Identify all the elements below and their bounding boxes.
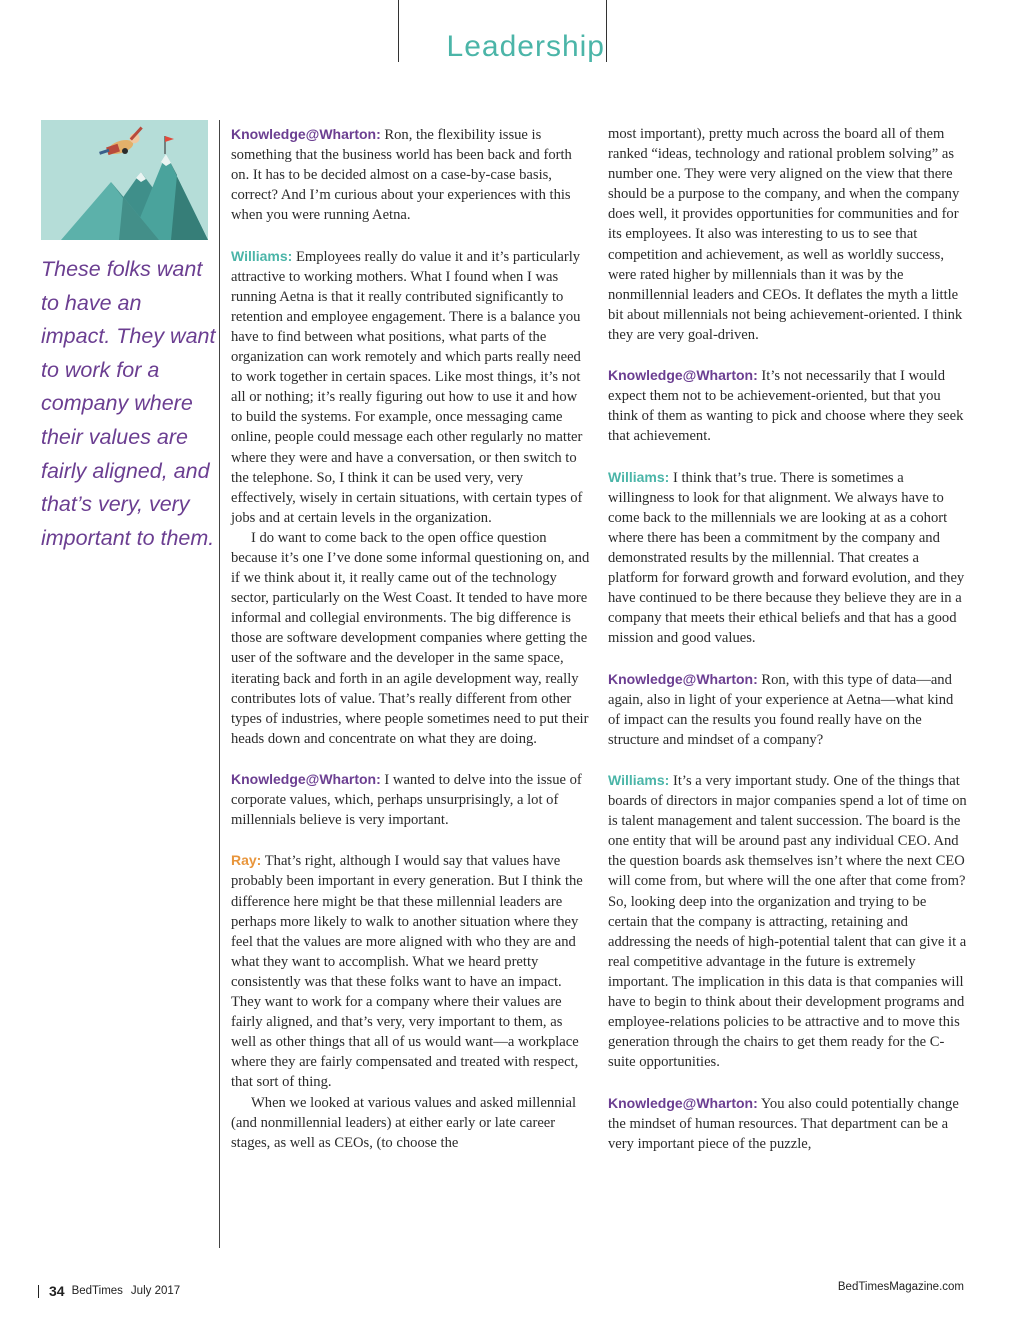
paragraph-text: It’s a very important study. One of the things that boards of directors in major companies spend a lot of time on is talent management and talent succession. The board is the one entity that will be around past any individual CEO. And the question boards ask themselves isn’t where the next CEO will come from, but where will the one after that come from? So, looking deep into the organization and trying to be certain that the company is attracting, retaining and addressing the needs of high-potential talent that can give it a real competitive advantage in the future is extremely important. The implication in this data is that companies will have to begin to think about their development programs and employee-relations policies to be attractive and to move this generation through the chairs to get them ready for the C-suite opportunities.	[608, 773, 967, 1071]
paragraph	[231, 850, 591, 1092]
paragraph-text: When we looked at various values and asked millennial (and nonmillennial leaders) at either early or late career stages, as well as CEOs, (to choose the	[231, 1094, 577, 1151]
pull-quote: These folks want to have an impact. They want to work for a company where their values are fairly aligned, and that’s very, very important to them.	[41, 257, 216, 550]
paragraph	[231, 769, 591, 830]
paragraph	[608, 124, 968, 345]
speaker-label: Knowledge@Wharton:	[608, 670, 758, 687]
paragraph	[231, 1093, 591, 1153]
paragraph	[231, 124, 591, 225]
paragraph	[608, 669, 968, 750]
paragraph	[231, 528, 591, 749]
footer-website: BedTimesMagazine.com	[837, 1281, 964, 1293]
page-number: 34	[49, 1283, 65, 1299]
article-column-2	[608, 124, 968, 1154]
paragraph	[608, 365, 968, 446]
header-rule-right	[606, 0, 607, 62]
paragraph-text: You also could potentially change the mindset of human resources. That department can be a very important piece of the puzzle,	[608, 1095, 959, 1152]
magazine-name: BedTimes	[71, 1285, 123, 1297]
issue-date: July 2017	[130, 1285, 181, 1297]
paragraph-text: It’s not necessarily that I would expect them not to be achievement-oriented, but that you think of them as wanting to pick and choose where they seek that achievement.	[608, 368, 964, 445]
article-column-1	[231, 124, 591, 1153]
speaker-label: Knowledge@Wharton:	[231, 771, 381, 787]
paragraph-text: Ron, the flexibility issue is something that the business world has been back and forth on. It has to be decided almost on a case-by-case basis, correct? And I’m curious about your experiences with this when you were running Aetna.	[231, 127, 572, 224]
paragraph	[608, 467, 968, 649]
paragraph	[231, 246, 591, 528]
paragraph-text: I think that’s true. There is sometimes a willingness to look for that alignment. We always have to come back to the millennials we are looking at as a cohort where there has been a commitment by the company and demonstrated results by the millennial. That creates a platform for forward growth and forward evolution, and they have continued to be there because they believe they are in a company that meets their ethical beliefs and that has a good mission and good values.	[608, 469, 965, 647]
paragraph-text: I do want to come back to the open office question because it’s one I’ve done some informal questioning on, and if we think about it, it really came out of the technology sector, particularly on the West Coast. It tended to have more informal and collegial environments. The big difference is those are software development companies where getting the user of the software and the developer in the same space, iterating back and forth in an agile development way, really contributes lots of value. That’s really different from other types of industries, where people sometimes need to put their heads down and concentrate on what they are doing.	[231, 529, 590, 747]
speaker-label: Knowledge@Wharton:	[608, 367, 758, 384]
footer-left	[38, 1283, 180, 1299]
illustration-mountain-climber-icon	[41, 120, 208, 240]
speaker-label: Knowledge@Wharton:	[231, 126, 381, 142]
column-divider	[219, 120, 220, 1248]
paragraph-text: I wanted to delve into the issue of corporate values, which, perhaps unsurprisingly, a lot of millennials believe is very important.	[231, 772, 582, 829]
paragraph-text: Employees really do value it and it’s particularly attractive to working mothers. What I found when I was running Aetna is that it really contributed significantly to retention and employee engagement. There is a balance you have to find between what positions, what parts of the organization can work remotely and which parts really need to work together in certain spaces. Like most things, it’s not all or nothing; it’s really figuring out how to use it and how to build the systems. For example, once messaging came online, people could message each other regularly no matter where they were and have a conversation, or then switch to the telephone. So, I think it can be used very, very effectively, wisely in certain situations, with certain types of jobs and at certain levels in the organization.	[231, 248, 583, 526]
speaker-label: Knowledge@Wharton:	[608, 1094, 758, 1111]
speaker-label: Williams:	[608, 468, 670, 485]
speaker-label: Ray:	[231, 852, 262, 869]
speaker-label: Williams:	[231, 247, 293, 264]
speaker-label: Williams:	[608, 772, 670, 788]
paragraph-text: Ron, with this type of data—and again, also in light of your experience at Aetna—what kind of impact can the results you found really have on the structure and mindset of a company?	[608, 671, 954, 748]
paragraph	[608, 1093, 968, 1154]
section-title: Leadership	[446, 30, 605, 63]
paragraph-text: That’s right, although I would say that values have probably been important in every generation. But I think the difference here might be that these millennial leaders are perhaps more likely to walk to another situation where they feel that the values are more aligned with who they are and what they want to accomplish. What we heard pretty consistently was that these folks want to have an impact. They want to work for a company where their values are fairly aligned, and that’s very, very important to them, as well as other things that all of us would want—a workplace where they are fairly compensated and treated with respect, that sort of thing.	[231, 853, 583, 1091]
footer-bar	[38, 1285, 39, 1298]
paragraph	[608, 770, 968, 1072]
paragraph-text: most important), pretty much across the board all of them ranked “ideas, technology and rational problem solving” as number one. They were very aligned on the view that there should be a purpose to the company, and when the company does well, it provides opportunities for communities and for its employees. It also was interesting to us to see that competition and achievement, as well as worldly success, were rated higher by millennials than it was by the nonmillennial leaders and CEOs. It deflates the myth a little bit about millennials not being achievement-oriented. I think they are very goal-driven.	[608, 126, 963, 343]
header-rule-left	[398, 0, 399, 62]
